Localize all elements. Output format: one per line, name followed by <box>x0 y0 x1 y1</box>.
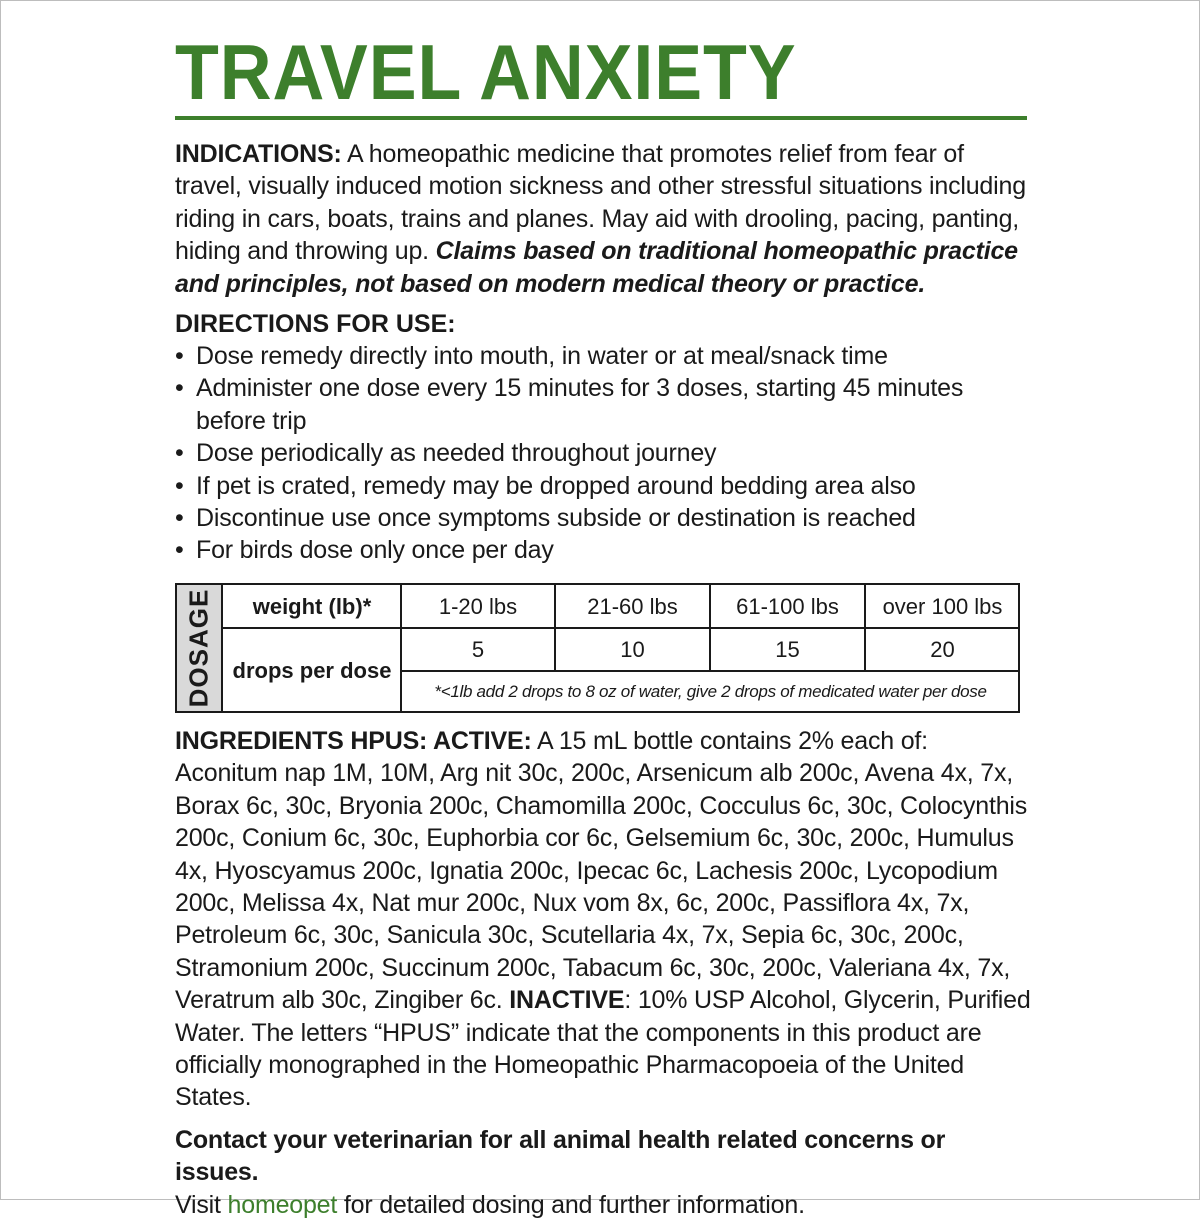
table-divider <box>400 585 402 711</box>
ingredients-label: INGREDIENTS HPUS: ACTIVE: <box>175 726 532 755</box>
weight-header: weight (lb)* <box>252 593 372 619</box>
list-item <box>175 437 1035 469</box>
bullet: • <box>175 504 184 533</box>
list-item <box>175 534 1035 566</box>
drops-header: drops per dose <box>232 657 392 683</box>
weight-cell: 61-100 lbs <box>736 593 839 619</box>
weight-cell: 1-20 lbs <box>438 593 518 619</box>
weight-cell: over 100 lbs <box>882 593 1003 619</box>
drops-cell: 20 <box>930 636 955 662</box>
inactive-label: INACTIVE <box>509 986 625 1015</box>
ingredients-paragraph <box>175 725 1035 1114</box>
directions-heading: DIRECTIONS FOR USE: <box>175 310 456 339</box>
drops-cell: 10 <box>620 636 645 662</box>
dosage-table <box>175 583 1020 713</box>
dosage-note: *<1lb add 2 drops to 8 oz of water, give 2 drops of medicated water per dose <box>434 681 987 701</box>
table-divider <box>400 670 1018 672</box>
list-item-text: If pet is crated, remedy may be dropped around bedding area also <box>196 471 916 500</box>
bullet: • <box>175 374 184 403</box>
list-item-text: Dose remedy directly into mouth, in water or at meal/snack time <box>196 342 888 371</box>
list-item <box>175 470 1035 502</box>
bullet: • <box>175 471 184 500</box>
visit-suffix: for detailed dosing and further information. <box>337 1190 805 1219</box>
list-item-text: For birds dose only once per day <box>196 536 554 565</box>
weight-cell: 21-60 lbs <box>587 593 678 619</box>
list-item <box>175 372 1035 437</box>
directions-list <box>175 340 1035 567</box>
label-content <box>175 30 1035 1221</box>
list-item <box>175 502 1035 534</box>
dosage-side-label <box>177 585 223 711</box>
indications-text: A homeopathic medicine that promotes relief from fear of travel, visually induced motion sickness and other stressful situations including riding in cars, boats, trains and planes. May aid with drooling, pacing, panting, hiding and throwing up. <box>175 140 1026 266</box>
bullet: • <box>175 439 184 468</box>
list-item <box>175 340 1035 372</box>
page-title: TRAVEL ANXIETY <box>175 28 797 116</box>
title-underline <box>175 116 1027 120</box>
claims-disclaimer: Claims based on traditional homeopathic practice and principles, not based on modern medical theory or practice. <box>175 237 1018 298</box>
drops-cell: 5 <box>471 636 485 662</box>
bullet: • <box>175 536 184 565</box>
indications-label: INDICATIONS: <box>175 140 342 168</box>
ingredients-active: A 15 mL bottle contains 2% each of: Aconitum nap 1M, 10M, Arg nit 30c, 200c, Arsenicum alb 200c, Avena 4x, 7x, Borax 6c, 30c, Bryonia 200c, Chamomilla 200c, Cocculus 6c, 30c, Colocynthis 200c, Conium 6c, 30c, Euphorbia cor 6c, Gelsemium 6c, 30c, 200c, Humulus 4x, Hyoscyamus 200c, Ignatia 200c, Ipecac 6c, Lachesis 200c, Lycopodium 200c, Melissa 4x, Nat mur 200c, Nux vom 8x, 6c, 200c, Passiflora 4x, 7x, Petroleum 6c, 30c, Sanicula 30c, Scutellaria 4x, 7x, Sepia 6c, 30c, 200c, Stramonium 200c, Succinum 200c, Tabacum 6c, 30c, 200c, Valeriana 4x, 7x, Veratrum alb 30c, Zingiber 6c. <box>175 726 1028 1015</box>
indications-paragraph <box>175 138 1035 300</box>
drops-cell: 15 <box>775 636 800 662</box>
visit-prefix: Visit <box>175 1190 228 1219</box>
bullet: • <box>175 342 184 371</box>
contact-statement: Contact your veterinarian for all animal health related concerns or issues. <box>175 1125 946 1187</box>
list-item-text: Discontinue use once symptoms subside or destination is reached <box>196 504 916 533</box>
homeopet-link[interactable]: homeopet <box>227 1190 338 1219</box>
ingredients-inactive: : 10% USP Alcohol, Glycerin, Purified Water. The letters “HPUS” indicate that the components in this product are officially monographed in the Homeopathic Pharmacopoeia of the United States. <box>175 986 1031 1112</box>
table-divider <box>223 627 1018 629</box>
visit-line <box>175 1189 1035 1221</box>
dosage-side-text: DOSAGE <box>183 588 214 708</box>
list-item-text: Dose periodically as needed throughout journey <box>196 439 717 468</box>
list-item-text: Administer one dose every 15 minutes for 3 doses, starting 45 minutes before trip <box>196 374 964 435</box>
